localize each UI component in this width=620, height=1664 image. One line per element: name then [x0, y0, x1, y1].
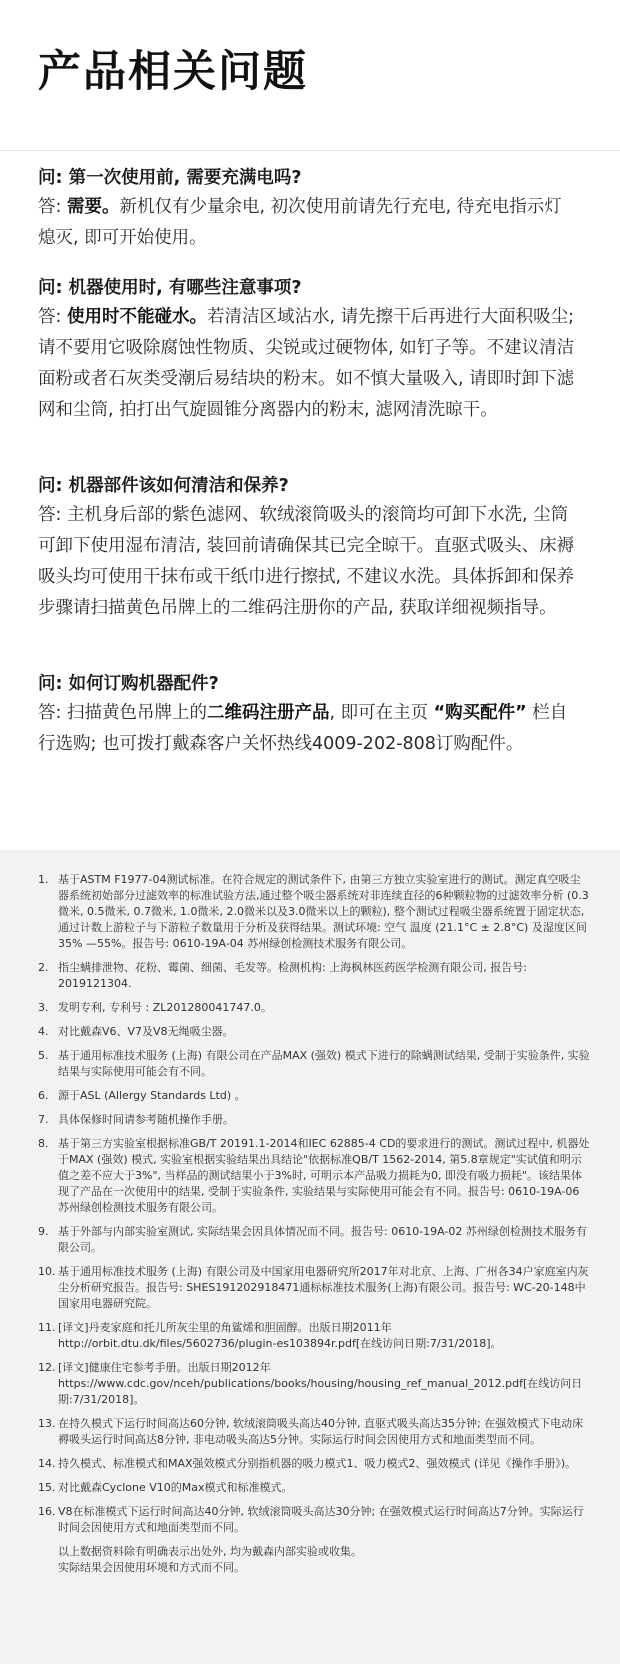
faq-item [38, 472, 578, 624]
faq-answer [38, 500, 578, 624]
footnote-number: 5. [38, 1049, 49, 1062]
footnote-text: 基于通用标准技术服务 (上海) 有限公司在产品MAX (强效) 模式下进行的除螨测试结果, 受制于实验条件, 实验结果与实际使用可能会有不同。 [58, 1049, 590, 1078]
footnote-text: 对比戴森Cyclone V10的Max模式和标准模式。 [58, 1481, 293, 1494]
footnote [38, 1136, 590, 1216]
faq-question: 问: 第一次使用前, 需要充满电吗? [38, 168, 302, 188]
faq-item [38, 670, 578, 760]
footnote [38, 1360, 590, 1408]
footnote-number: 2. [38, 961, 49, 974]
footnote-text: 基于外部与内部实验室测试, 实际结果会因具体情况而不同。报告号: 0610-19A-02 苏州绿创检测技术服务有限公司。 [58, 1225, 587, 1254]
footnote-list [38, 872, 590, 1576]
faq-question: 问: 机器部件该如何清洁和保养? [38, 476, 289, 496]
footnote-number: 9. [38, 1225, 49, 1238]
footnote [38, 1224, 590, 1256]
footnote-text: 对比戴森V6、V7及V8无绳吸尘器。 [58, 1025, 234, 1038]
answer-prefix: 答: [38, 307, 67, 327]
footnote-number: 15. [38, 1481, 56, 1494]
footnote-number: 4. [38, 1025, 49, 1038]
answer-prefix: 答: [38, 197, 67, 217]
footnote-text: 指尘螨排泄物、花粉、霉菌、细菌、毛发等。检测机构: 上海枫林医药医学检测有限公司, 报告号: 2019121304. [58, 961, 527, 990]
page-title: 产品相关问题 [38, 47, 308, 97]
closing-line: 以上数据资料除有明确表示出处外, 均为戴森内部实验或收集。 [58, 1545, 362, 1558]
footnote [38, 1264, 590, 1312]
footnote [38, 872, 590, 952]
footnote-number: 8. [38, 1137, 49, 1150]
footnote-number: 7. [38, 1113, 49, 1126]
footnote [38, 1048, 590, 1080]
footnote [38, 1320, 590, 1352]
closing-line: 实际结果会因使用环境和方式而不同。 [58, 1561, 245, 1574]
footnote-number: 1. [38, 873, 49, 886]
answer-emphasis: 二维码注册产品 [206, 703, 330, 723]
answer-text: , 即可在主页 [329, 703, 434, 723]
footnote [38, 1456, 590, 1472]
footnote-text: 基于第三方实验室根据标准GB/T 20191.1-2014和IEC 62885-4 CD的要求进行的测试。测试过程中, 机器处于MAX (强效) 模式, 实验室根据实验结果出具结论"依据标准QB/T 1562-2014, 第5.8章规定"实试值和明示值之差不应大于3%", 当样品的测试结果小于3%时, 可明示本产品吸力损耗为0, 即没有吸力损耗"。该结果体现了产品在一次使用中的结果, 受制于实验条件, 实验结果与实际使用可能会有不同。报告号: 0610-19A-06 苏州绿创检测技术服务有限公司。 [58, 1137, 590, 1214]
footnote-text: 具体保修时间请参考随机操作手册。 [58, 1113, 234, 1126]
answer-emphasis: 使用时不能碰水。 [66, 307, 207, 327]
footnote [38, 1112, 590, 1128]
faq-answer [38, 302, 578, 426]
footnote-number: 6. [38, 1089, 49, 1102]
footnote-number: 3. [38, 1001, 49, 1014]
footnote-text: 发明专利, 专利号 : ZL201280041747.0。 [58, 1001, 272, 1014]
faq-item [38, 274, 578, 426]
faq-question: 问: 如何订购机器配件? [38, 674, 219, 694]
header [0, 0, 620, 150]
footnote-text: 基于通用标准技术服务 (上海) 有限公司及中国家用电器研究所2017年对北京、上海、广州各34户家庭室内灰尘分析研究报告。报告号: SHES191202918471通标标准技术服务(上海)有限公司。报告号: WC-20-148中国家用电器研究院。 [58, 1265, 589, 1310]
answer-prefix: 答: [38, 505, 67, 525]
footnote [38, 1416, 590, 1448]
footnote [38, 1480, 590, 1496]
faq-question: 问: 机器使用时, 有哪些注意事项? [38, 278, 302, 298]
answer-text: 主机身后部的紫色滤网、软绒滚筒吸头的滚筒均可卸下水洗, 尘筒可卸下使用湿布清洁, 装回前请确保其已完全晾干。直驱式吸头、床褥吸头均可使用干抹布或干纸巾进行擦拭, 不建议水洗。具体拆卸和保养步骤请扫描黄色吊牌上的二维码注册你的产品, 获取详细视频指导。 [38, 505, 575, 618]
footnote [38, 1000, 590, 1016]
footnote-text: [译文]健康住宅参考手册。出版日期2012年https://www.cdc.gov/nceh/publications/books/housing/housing_ref_manual_2012.pdf[在线访问日期:7/31/2018]。 [58, 1361, 583, 1406]
footnote-number: 14. [38, 1457, 56, 1470]
answer-text: 若清洁区域沾水, 请先擦干后再进行大面积吸尘; 请不要用它吸除腐蚀性物质、尖锐或过硬物体, 如钉子等。不建议清洁面粉或者石灰类受潮后易结块的粉末。如不慎大量吸入, 请即时卸下滤网和尘筒, 拍打出气旋圆锥分离器内的粉末, 滤网清洗晾干。 [38, 307, 575, 420]
footnote-number: 13. [38, 1417, 56, 1430]
faq-answer [38, 192, 578, 254]
footnote-text: 基于ASTM F1977-04测试标准。在符合规定的测试条件下, 由第三方独立实验室进行的测试。测定真空吸尘器系统初始部分过滤效率的标准试验方法,通过整个吸尘器系统对非连续直径的6种颗粒物的过滤效率分析 (0.3微米, 0.5微米, 0.7微米, 1.0微米, 2.0微米以及3.0微米以上的颗粒), 整个测试过程吸尘器系统置于固定状态, 通过计数上游粒子与下游粒子数量用于分析及获得结果。测试环境: 空气 温度 (21.1°C ± 2.8°C) 及湿度区间35% —55%。报告号: 0610-19A-04 苏州绿创检测技术服务有限公司。 [58, 873, 589, 950]
footnote [38, 1088, 590, 1104]
answer-emphasis: 需要。 [66, 197, 120, 217]
faq-answer [38, 698, 578, 760]
answer-text: 栏自行选购; 也可拨打戴森客户关怀热线4009-202-808订购配件。 [38, 703, 568, 754]
answer-emphasis: “购买配件” [433, 703, 527, 723]
footnote-number: 12. [38, 1361, 56, 1374]
answer-prefix: 答: [38, 703, 67, 723]
answer-text: 扫描黄色吊牌上的 [66, 703, 207, 723]
footnote-text: 在持久模式下运行时间高达60分钟, 软绒滚筒吸头高达40分钟, 直驱式吸头高达35分钟; 在强效模式下电动床褥吸头运行时间高达8分钟, 非电动吸头高达5分钟。实际运行时间会因使用方式和地面类型而不同。 [58, 1417, 584, 1446]
footnote [38, 1024, 590, 1040]
footnote-text: V8在标准模式下运行时间高达40分钟, 软绒滚筒吸头高达30分钟; 在强效模式运行时间高达7分钟。实际运行时间会因使用方式和地面类型而不同。 [58, 1505, 584, 1534]
footnote-text: [译文]丹麦家庭和托儿所灰尘里的角鲨烯和胆固醇。出版日期2011年http://orbit.dtu.dk/files/5602736/plugin-es103894r.pdf[在线访问日期:7/31/2018]。 [58, 1321, 502, 1350]
footnote-number: 16. [38, 1505, 56, 1518]
footnote-number: 11. [38, 1321, 56, 1334]
footnote [38, 960, 590, 992]
faq-item [38, 164, 578, 254]
footnotes-section [0, 850, 620, 1664]
divider [0, 150, 620, 151]
footnote [38, 1504, 590, 1536]
footnote-number: 10. [38, 1265, 56, 1278]
footnote-text: 源于ASL (Allergy Standards Ltd) 。 [58, 1089, 246, 1102]
answer-text: 新机仅有少量余电, 初次使用前请先行充电, 待充电指示灯熄灭, 即可开始使用。 [38, 197, 562, 248]
footnote-text: 持久模式、标准模式和MAX强效模式分别指机器的吸力模式1、吸力模式2、强效模式 (详见《操作手册》)。 [58, 1457, 577, 1470]
closing-note [58, 1544, 590, 1576]
